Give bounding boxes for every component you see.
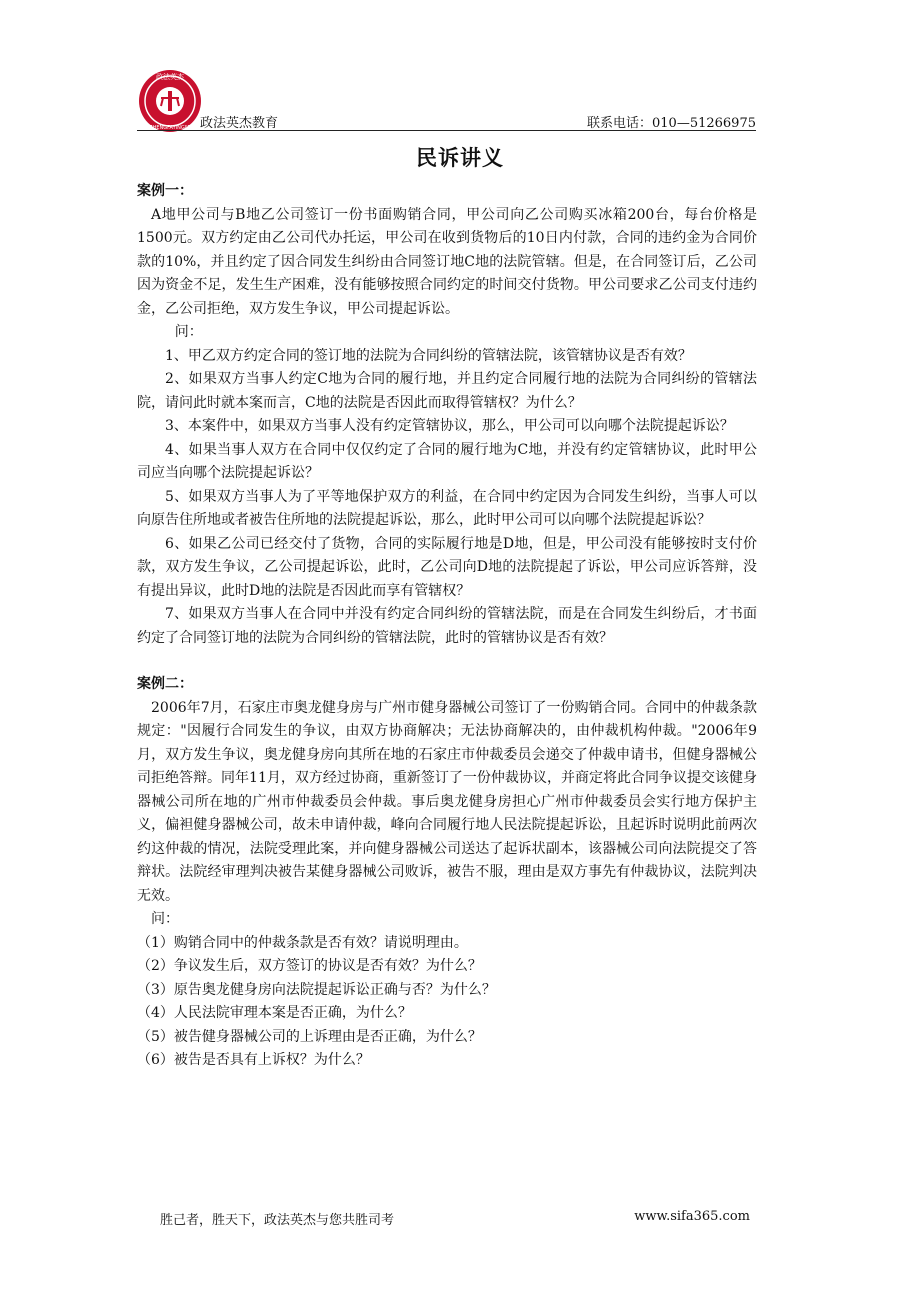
footer-website-link[interactable]: www.sifa365.com xyxy=(634,1209,750,1224)
case1-question: 4、如果当事人双方在合同中仅仅约定了合同的履行地为C地，并没有约定管辖协议，此时甲公司应当向哪个法院提起诉讼？ xyxy=(137,441,757,481)
document-body xyxy=(137,180,757,1073)
header-divider xyxy=(137,130,756,131)
svg-text:政法英杰: 政法英杰 xyxy=(156,73,184,81)
case2-question: （4）人民法院审理本案是否正确，为什么？ xyxy=(137,1005,412,1021)
case2-question: （1）购销合同中的仲裁条款是否有效？请说明理由。 xyxy=(137,934,468,951)
case2-question: （2）争议发生后，双方签订的协议是否有效？为什么？ xyxy=(137,958,482,974)
case2-question: （3）原告奥龙健身房向法院提起诉讼正确与否？为什么？ xyxy=(137,981,496,998)
case1-body: A地甲公司与B地乙公司签订一份书面购销合同，甲公司向乙公司购买冰箱200台，每台价格是1500元。双方约定由乙公司代办托运，甲公司在收到货物后的10日内付款，合同的违约金为合同价款的10%，并且约定了因合同发生纠纷由合同签订地C地的法院管辖。但是，在合同签订后，乙公司因为资金不足，发生生产困难，没有能够按照合同约定的时间交付货物。甲公司要求乙公司支付违约金，乙公司拒绝，双方发生争议，甲公司提起诉讼。 xyxy=(137,206,757,317)
case2-question-intro: 问： xyxy=(151,911,179,927)
case1-question-intro: 问： xyxy=(174,324,203,340)
case2-title: 案例二： xyxy=(137,676,193,692)
case1-question: 5、如果双方当事人为了平等地保护双方的利益，在合同中约定因为合同发生纠纷，当事人可以向原告住所地或者被告住所地的法院提起诉讼，那么，此时甲公司可以向哪个法院提起诉讼？ xyxy=(137,488,757,528)
case2-question: （5）被告健身器械公司的上诉理由是否正确，为什么？ xyxy=(137,1028,482,1045)
org-name: 政法英杰教育 xyxy=(200,116,279,131)
footer-slogan: 胜己者，胜天下，政法英杰与您共胜司考 xyxy=(160,1213,395,1228)
section-gap xyxy=(137,650,757,673)
case1-title: 案例一： xyxy=(137,183,193,199)
svg-text:ZHENGFAYINGJIE: ZHENGFAYINGJIE xyxy=(149,125,191,131)
case1-question: 7、如果双方当事人在合同中并没有约定合同纠纷的管辖法院，而是在合同发生纠纷后，才书面约定了合同签订地的法院为合同纠纷的管辖法院，此时的管辖协议是否有效？ xyxy=(137,606,757,646)
case1-question: 6、如果乙公司已经交付了货物，合同的实际履行地是D地，但是，甲公司没有能够按时支付价款，双方发生争议，乙公司提起诉讼，此时，乙公司向D地的法院提起了诉讼，甲公司应诉答辩，没有提出异议，此时D地的法院是否因此而享有管辖权？ xyxy=(137,535,757,599)
case1-question: 2、如果双方当事人约定C地为合同的履行地，并且约定合同履行地的法院为合同纠纷的管辖法院，请问此时就本案而言，C地的法院是否因此而取得管辖权？为什么？ xyxy=(137,371,757,411)
case1-question: 1、甲乙双方约定合同的签订地的法院为合同纠纷的管辖法院，该管辖协议是否有效？ xyxy=(165,347,692,364)
case2-question: （6）被告是否具有上诉权？为什么？ xyxy=(137,1052,370,1068)
case1-question: 3、本案件中，如果双方当事人没有约定管辖协议，那么，甲公司可以向哪个法院提起诉讼？ xyxy=(165,418,734,434)
case2-body: 2006年7月，石家庄市奥龙健身房与广州市健身器械公司签订了一份购销合同。合同中的仲裁条款规定："因履行合同发生的争议，由双方协商解决；无法协商解决的，由仲裁机构仲裁。"2006年9月，双方发生争议，奥龙健身房向其所在地的石家庄市仲裁委员会递交了仲裁申请书，但健身器械公司拒绝答辩。同年11月，双方经过协商，重新签订了一份仲裁协议，并商定将此合同争议提交该健身器械公司所在地的广州市仲裁委员会仲裁。事后奥龙健身房担心广州市仲裁委员会实行地方保护主义，偏袒健身器械公司，故未申请仲裁，峰向合同履行地人民法院提起诉讼，且起诉时说明此前两次约这仲裁的情况，法院受理此案，并向健身器械公司送达了起诉状副本，该器械公司向法院提交了答辩状。法院经审理判决被告某健身器械公司败诉，被告不服，理由是双方事先有仲裁协议，法院判决无效。 xyxy=(137,699,757,904)
seal-logo-icon xyxy=(137,68,203,134)
contact-phone: 联系电话：010—51266975 xyxy=(587,116,756,131)
page-title: 民诉讲义 xyxy=(416,145,504,170)
